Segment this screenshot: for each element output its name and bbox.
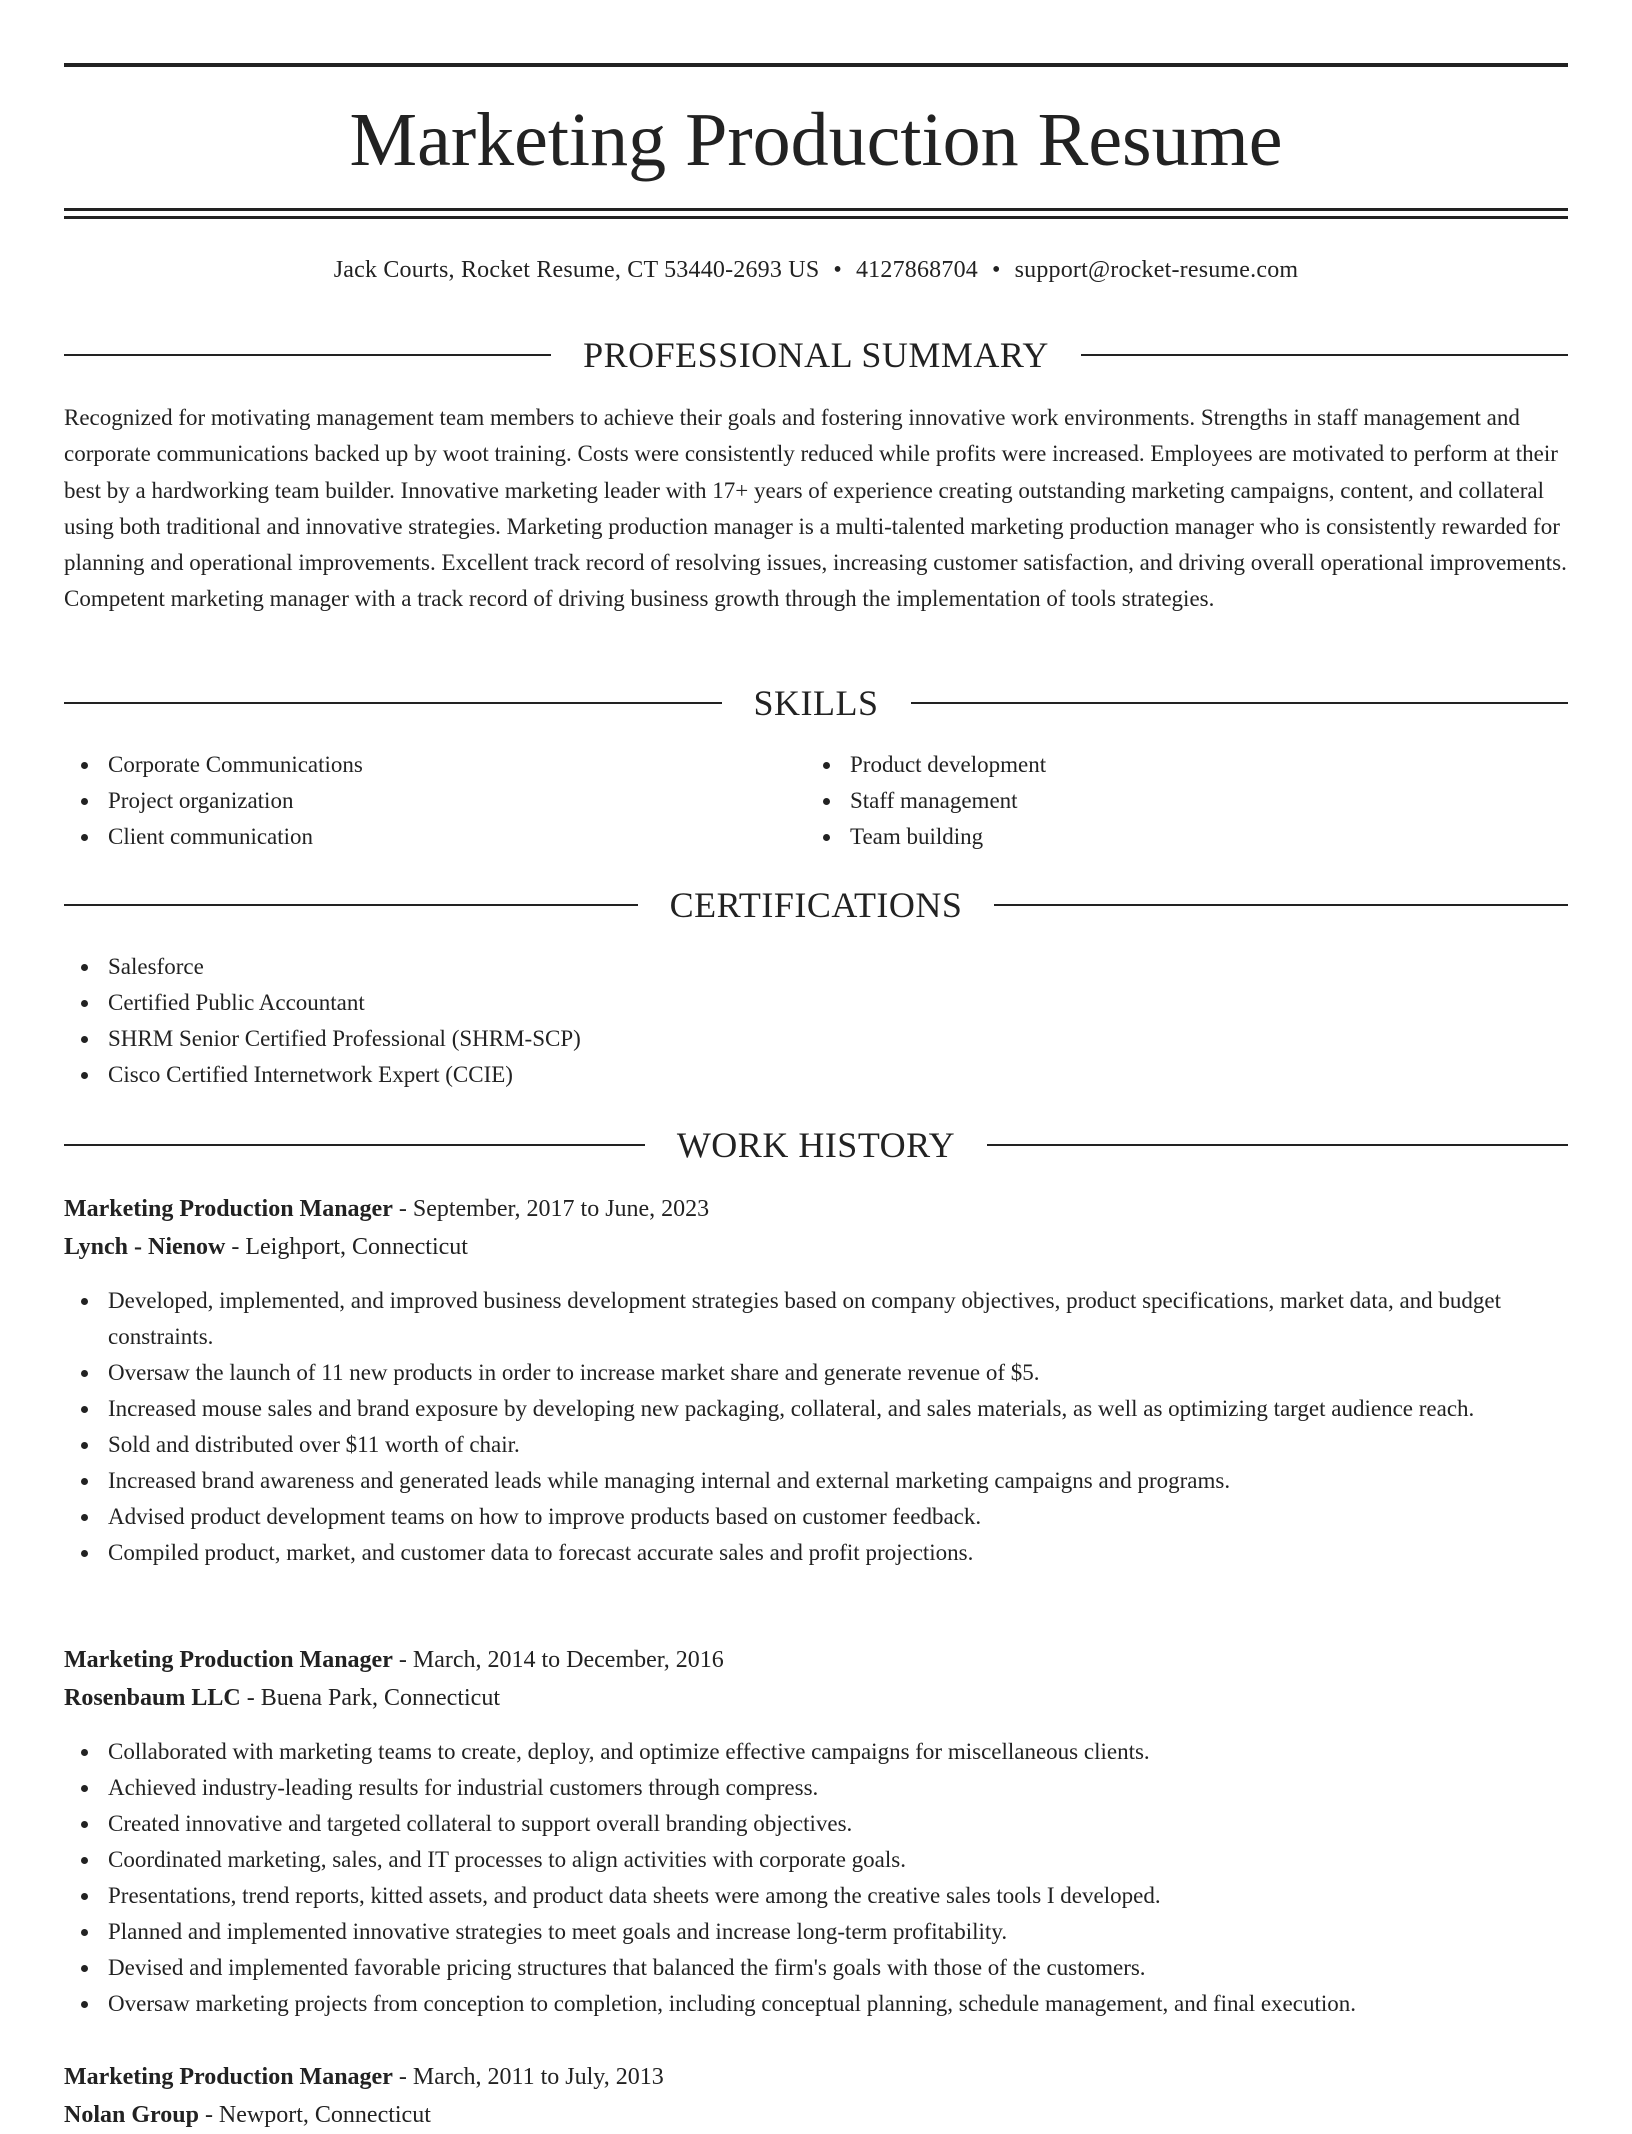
job-bullet: Achieved industry-leading results for industrial customers through compress. <box>64 1770 1568 1806</box>
certification-item: Salesforce <box>64 949 1568 985</box>
certification-item: SHRM Senior Certified Professional (SHRM-SCP) <box>64 1021 1568 1057</box>
job-bullet: Oversaw marketing projects from conception to completion, including conceptual planning, schedule management, and final execution. <box>64 1986 1568 2022</box>
job-bullet: Advised product development teams on how to improve products based on customer feedback. <box>64 1499 1568 1535</box>
job-location: - Leighport, Connecticut <box>225 1234 468 1260</box>
job-bullet: Collaborated with marketing teams to create, deploy, and optimize effective campaigns for miscellaneous clients. <box>64 1734 1568 1770</box>
job-title-line <box>64 2058 1568 2096</box>
skill-item: Corporate Communications <box>64 747 784 783</box>
job-bullet: Presentations, trend reports, kitted assets, and product data sheets were among the creative sales tools I developed. <box>64 1878 1568 1914</box>
work-history-heading <box>64 1123 1568 1167</box>
job-company-line <box>64 2096 1568 2134</box>
job-bullet: Devised and implemented favorable pricing structures that balanced the firm's goals with those of the customers. <box>64 1950 1568 1986</box>
job-company: Lynch - Nienow <box>64 1234 226 1260</box>
job-dates: - March, 2011 to July, 2013 <box>392 2064 664 2090</box>
contact-phone: 4127868704 <box>855 257 978 283</box>
heading-rule-right <box>1081 354 1568 356</box>
job-location: - Newport, Connecticut <box>198 2102 431 2128</box>
heading-rule-left <box>64 1144 645 1146</box>
skills-heading-label: SKILLS <box>753 683 879 723</box>
heading-rule-left <box>64 354 551 356</box>
job-bullet: Sold and distributed over $11 worth of chair. <box>64 1427 1568 1463</box>
certifications-heading <box>64 883 1568 927</box>
summary-heading <box>64 333 1568 377</box>
skill-item: Staff management <box>806 783 1526 819</box>
top-rule <box>64 63 1568 67</box>
job-company: Rosenbaum LLC <box>64 1685 241 1711</box>
heading-rule-right <box>911 702 1569 704</box>
job-company-line <box>64 1679 1568 1717</box>
job-bullet: Created innovative and targeted collateral to support overall branding objectives. <box>64 1806 1568 1842</box>
certifications-heading-label: CERTIFICATIONS <box>669 885 963 925</box>
contact-address: Jack Courts, Rocket Resume, CT 53440-2693 US <box>333 257 820 283</box>
certification-item: Cisco Certified Internetwork Expert (CCIE) <box>64 1057 1568 1093</box>
job-location: - Buena Park, Connecticut <box>240 1685 500 1711</box>
job-title-line <box>64 1641 1568 1679</box>
job-bullet: Oversaw the launch of 11 new products in order to increase market share and generate revenue of $5. <box>64 1355 1568 1391</box>
contact-line <box>64 252 1568 288</box>
job-title-line <box>64 1190 1568 1228</box>
job-bullet: Developed, implemented, and improved business development strategies based on company objectives, product specifications, market data, and budget constraints. <box>64 1283 1568 1355</box>
job-bullets <box>64 1283 1568 1571</box>
skills-list-left <box>64 747 784 855</box>
job-bullets <box>64 1734 1568 2022</box>
job-company-line <box>64 1228 1568 1266</box>
skill-item: Project organization <box>64 783 784 819</box>
summary-heading-label: PROFESSIONAL SUMMARY <box>583 335 1049 375</box>
job-title: Marketing Production Manager <box>64 1196 393 1222</box>
certifications-list <box>64 949 1568 1093</box>
heading-rule-left <box>64 702 722 704</box>
job-bullet: Increased brand awareness and generated leads while managing internal and external marketing campaigns and programs. <box>64 1463 1568 1499</box>
job-title: Marketing Production Manager <box>64 2064 393 2090</box>
heading-rule-right <box>994 904 1568 906</box>
title-rule-upper <box>64 208 1568 211</box>
job-bullet: Coordinated marketing, sales, and IT processes to align activities with corporate goals. <box>64 1842 1568 1878</box>
job-bullet: Compiled product, market, and customer data to forecast accurate sales and profit projections. <box>64 1535 1568 1571</box>
contact-separator: • <box>991 257 1001 283</box>
job-bullet: Planned and implemented innovative strategies to meet goals and increase long-term profitability. <box>64 1914 1568 1950</box>
resume-title: Marketing Production Resume <box>349 98 1283 182</box>
job-title: Marketing Production Manager <box>64 1647 393 1673</box>
job-company: Nolan Group <box>64 2102 199 2128</box>
job-dates: - March, 2014 to December, 2016 <box>392 1647 724 1673</box>
heading-rule-left <box>64 904 638 906</box>
skill-item: Product development <box>806 747 1526 783</box>
summary-text: Recognized for motivating management team members to achieve their goals and fostering innovative work environments. Strengths in staff management and corporate communications backed up by woot training. Costs were consistently reduced while profits were increased. Employees are motivated to perform at their best by a hardworking team builder. Innovative marketing leader with 17+ years of experience creating outstanding marketing campaigns, content, and collateral using both traditional and innovative strategies. Marketing production manager is a multi-talented marketing production manager who is consistently rewarded for planning and operational improvements. Excellent track record of resolving issues, increasing customer satisfaction, and driving overall operational improvements. Competent marketing manager with a track record of driving business growth through the implementation of tools strategies. <box>64 405 1567 612</box>
skills-heading <box>64 681 1568 725</box>
title-rule-lower <box>64 216 1568 219</box>
skill-item: Client communication <box>64 819 784 855</box>
contact-separator: • <box>833 257 842 283</box>
job-bullet: Increased mouse sales and brand exposure by developing new packaging, collateral, and sales materials, as well as optimizing target audience reach. <box>64 1391 1568 1427</box>
heading-rule-right <box>987 1144 1568 1146</box>
work-history-heading-label: WORK HISTORY <box>676 1125 956 1165</box>
certification-item: Certified Public Accountant <box>64 985 1568 1021</box>
skill-item: Team building <box>806 819 1526 855</box>
contact-email: support@rocket-resume.com <box>1014 257 1299 283</box>
job-dates: - September, 2017 to June, 2023 <box>392 1196 710 1222</box>
skills-list-right <box>806 747 1526 855</box>
